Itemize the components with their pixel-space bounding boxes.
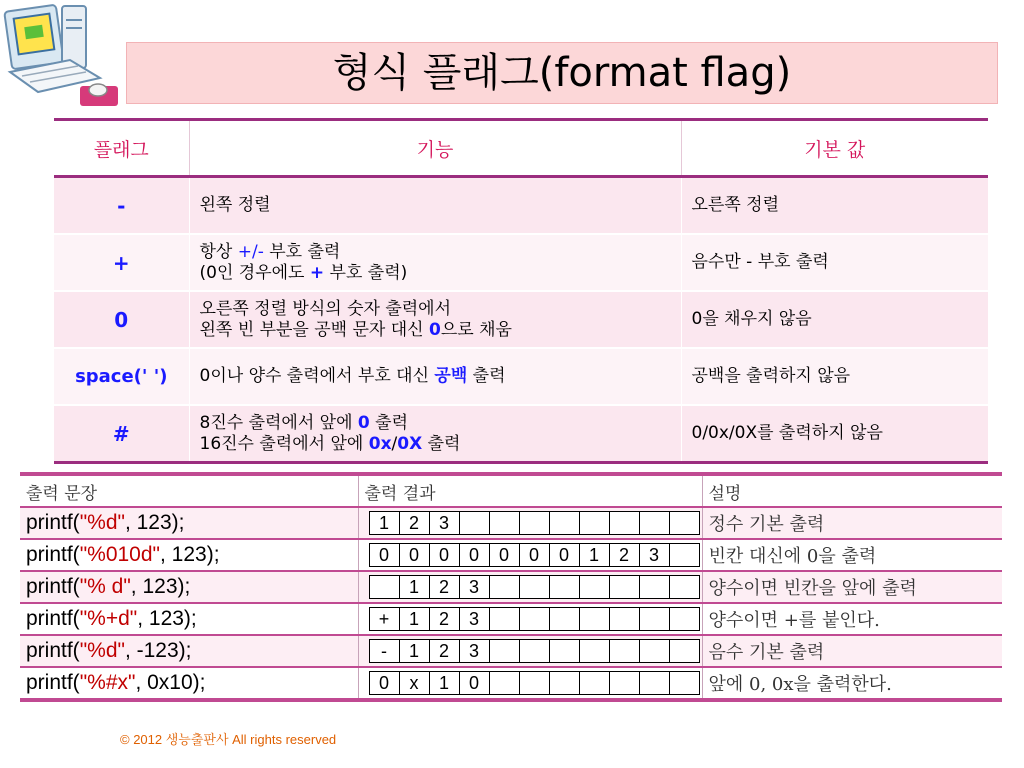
output-char-box [639, 671, 670, 695]
output-char-box: 2 [429, 575, 460, 599]
format-string: "%010d" [79, 543, 160, 566]
table-row [20, 667, 1002, 700]
output-char-box: 0 [459, 671, 490, 695]
output-char-box [669, 511, 700, 535]
code-cell [20, 507, 358, 539]
header-explanation: 설명 [702, 474, 1002, 507]
default-cell: 공백을 출력하지 않음 [681, 348, 988, 405]
code-cell [20, 667, 358, 700]
explanation-cell: 빈칸 대신에 0을 출력 [702, 539, 1002, 571]
title-bar [126, 42, 998, 104]
flag-table-header [54, 120, 988, 177]
desc-text: 부호 출력) [324, 262, 408, 283]
output-char-box: 1 [399, 575, 430, 599]
output-char-box: 0 [429, 543, 460, 567]
output-char-box: + [369, 607, 400, 631]
flag-cell: - [54, 177, 189, 235]
output-char-box: 1 [399, 607, 430, 631]
output-char-box: 2 [609, 543, 640, 567]
output-boxes [369, 607, 702, 631]
code-text: printf( [26, 575, 80, 598]
code-cell [20, 539, 358, 571]
result-cell [358, 635, 702, 667]
desc-text: 출력 [422, 433, 461, 454]
output-char-box: 1 [579, 543, 610, 567]
flag-cell: space(' ') [54, 348, 189, 405]
output-char-box [519, 671, 550, 695]
result-cell [358, 507, 702, 539]
desc-text: 0이나 양수 출력에서 부호 대신 [199, 366, 435, 386]
output-char-box [549, 575, 580, 599]
desc-highlight: 공백 [434, 366, 468, 386]
output-char-box [489, 607, 520, 631]
output-boxes [369, 639, 702, 663]
desc-text: 부호 출력 [263, 241, 341, 262]
output-char-box [579, 511, 610, 535]
code-cell [20, 571, 358, 603]
desc-text: 항상 [199, 241, 238, 262]
output-char-box: 3 [459, 639, 490, 663]
desc-highlight: 0X [397, 433, 423, 454]
output-char-box [609, 607, 640, 631]
output-char-box: 0 [459, 543, 490, 567]
result-cell [358, 539, 702, 571]
output-char-box [579, 671, 610, 695]
output-boxes [369, 543, 702, 567]
code-text: printf( [26, 607, 80, 630]
output-char-box: 2 [399, 511, 430, 535]
table-row [54, 348, 988, 405]
default-cell: 오른쪽 정렬 [681, 177, 988, 235]
flag-cell: 0 [54, 291, 189, 348]
output-char-box [609, 639, 640, 663]
desc-text: 왼쪽 빈 부분을 공백 문자 대신 [199, 319, 429, 340]
header-statement: 출력 문장 [20, 474, 358, 507]
code-text: , 123); [124, 511, 185, 534]
output-char-box [609, 671, 640, 695]
header-flag: 플래그 [54, 120, 189, 177]
desc-cell [189, 177, 681, 235]
format-string: "% d" [79, 575, 131, 598]
output-char-box [579, 575, 610, 599]
output-char-box [549, 639, 580, 663]
explanation-cell: 앞에 0, 0x을 출력한다. [702, 667, 1002, 700]
output-char-box [459, 511, 490, 535]
output-char-box: 0 [549, 543, 580, 567]
output-char-box [369, 575, 400, 599]
desc-highlight: + [309, 262, 325, 283]
desc-highlight: 0 [357, 412, 370, 433]
desc-text: 16진수 출력에서 앞에 [199, 433, 369, 454]
code-text: , 0x10); [135, 671, 206, 694]
explanation-cell: 양수이면 빈칸을 앞에 출력 [702, 571, 1002, 603]
result-cell [358, 571, 702, 603]
output-char-box [609, 575, 640, 599]
output-char-box: 0 [519, 543, 550, 567]
table-row [54, 291, 988, 348]
computer-clipart [0, 0, 125, 110]
output-char-box [549, 511, 580, 535]
output-char-box [489, 639, 520, 663]
desc-text: 오른쪽 정렬 방식의 숫자 출력에서 [199, 298, 452, 319]
explanation-cell: 음수 기본 출력 [702, 635, 1002, 667]
format-string: "%+d" [79, 607, 138, 630]
output-char-box [669, 575, 700, 599]
output-char-box: 2 [429, 639, 460, 663]
page-title: 형식 플래그(format flag) [332, 50, 792, 96]
output-char-box: 3 [459, 575, 490, 599]
format-string: "%d" [79, 511, 125, 534]
flag-cell: + [54, 234, 189, 291]
code-text: printf( [26, 511, 80, 534]
code-text: printf( [26, 639, 80, 662]
output-char-box [669, 607, 700, 631]
format-string: "%#x" [79, 671, 136, 694]
output-char-box [519, 575, 550, 599]
code-text: , 123); [130, 575, 191, 598]
code-cell [20, 603, 358, 635]
desc-text: (0인 경우에도 [199, 262, 310, 283]
output-char-box: - [369, 639, 400, 663]
result-cell [358, 667, 702, 700]
desc-cell [189, 405, 681, 463]
desc-highlight: 0x [368, 433, 392, 454]
table-row [20, 571, 1002, 603]
table-row [20, 603, 1002, 635]
output-char-box: 2 [429, 607, 460, 631]
output-char-box [519, 607, 550, 631]
code-text: , 123); [160, 543, 220, 566]
default-cell: 음수만 - 부호 출력 [681, 234, 988, 291]
output-char-box [639, 511, 670, 535]
output-char-box: 3 [429, 511, 460, 535]
format-string: "%d" [79, 639, 125, 662]
code-text: printf( [26, 671, 80, 694]
flag-table [54, 118, 988, 464]
result-cell [358, 603, 702, 635]
output-char-box [669, 639, 700, 663]
desc-text: / [391, 433, 398, 454]
desc-highlight: 0 [429, 319, 441, 340]
output-char-box [579, 639, 610, 663]
output-char-box: 1 [399, 639, 430, 663]
default-cell: 0/0x/0X를 출력하지 않음 [681, 405, 988, 463]
output-char-box: 0 [369, 671, 400, 695]
explanation-cell: 양수이면 +를 붙인다. [702, 603, 1002, 635]
output-table [20, 472, 1002, 702]
output-char-box [489, 575, 520, 599]
flag-cell: # [54, 405, 189, 463]
desc-cell [189, 291, 681, 348]
code-cell [20, 635, 358, 667]
default-cell: 0을 채우지 않음 [681, 291, 988, 348]
desc-text: 으로 채움 [440, 319, 512, 340]
output-char-box [549, 607, 580, 631]
output-table-header [20, 474, 1002, 507]
explanation-cell: 정수 기본 출력 [702, 507, 1002, 539]
desc-text: 왼쪽 정렬 [199, 195, 271, 215]
table-row [54, 177, 988, 235]
output-boxes [369, 511, 702, 535]
table-row [20, 539, 1002, 571]
desc-cell [189, 234, 681, 291]
desc-text: 출력 [369, 412, 408, 433]
table-row [20, 635, 1002, 667]
output-char-box [519, 639, 550, 663]
desc-text: 출력 [467, 366, 506, 386]
output-char-box: 0 [369, 543, 400, 567]
desc-text: 8진수 출력에서 앞에 [199, 412, 358, 433]
output-char-box [609, 511, 640, 535]
desc-highlight: +/- [237, 241, 264, 262]
header-function: 기능 [189, 120, 681, 177]
header-default: 기본 값 [681, 120, 988, 177]
output-char-box [489, 511, 520, 535]
output-char-box [639, 639, 670, 663]
output-char-box: 3 [459, 607, 490, 631]
desc-cell [189, 348, 681, 405]
output-char-box: 3 [639, 543, 670, 567]
output-char-box: 1 [429, 671, 460, 695]
table-row [54, 405, 988, 463]
output-char-box [669, 543, 700, 567]
table-row [20, 507, 1002, 539]
output-char-box: 0 [399, 543, 430, 567]
code-text: printf( [26, 543, 80, 566]
copyright-text: © 2012 생능출판사 All rights reserved [120, 732, 337, 747]
header-result: 출력 결과 [358, 474, 702, 507]
output-char-box: x [399, 671, 430, 695]
output-boxes [369, 575, 702, 599]
table-row [54, 234, 988, 291]
output-char-box [519, 511, 550, 535]
output-char-box [639, 575, 670, 599]
output-char-box [489, 671, 520, 695]
code-text: , 123); [137, 607, 197, 630]
output-char-box: 0 [489, 543, 520, 567]
output-char-box: 1 [369, 511, 400, 535]
output-char-box [549, 671, 580, 695]
output-char-box [669, 671, 700, 695]
output-char-box [639, 607, 670, 631]
code-text: , -123); [124, 639, 192, 662]
output-boxes [369, 671, 702, 695]
output-char-box [579, 607, 610, 631]
